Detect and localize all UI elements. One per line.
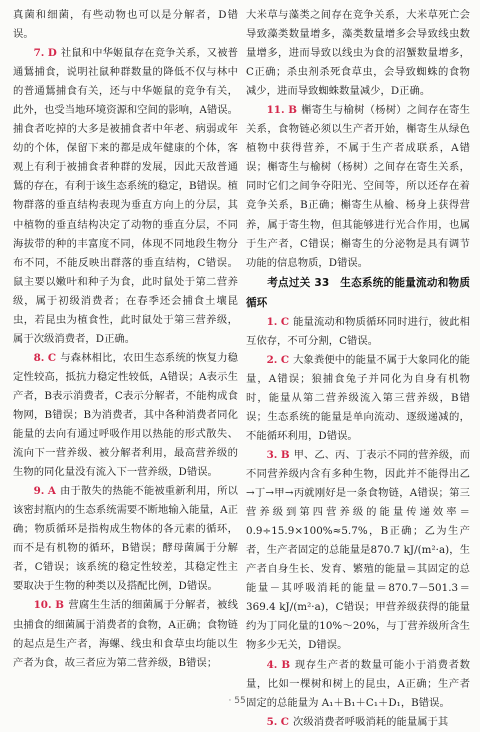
answer-item-5 (246, 713, 470, 732)
answer-item-8 (13, 349, 238, 482)
item-number: 3. (266, 448, 278, 461)
paragraph-continuation: 真菌和细菌，有些动物也可以是分解者，D错误。 (13, 9, 238, 41)
item-number: 2. (266, 353, 278, 366)
item-answer: D (47, 47, 57, 60)
item-number: 4. (266, 658, 278, 671)
answer-item-7 (13, 44, 238, 349)
item-explanation: 与森林相比，农田生态系统的恢复力稳定性较高，抵抗力稳定性较低，A错误；A表示生产者，B表示消费者，C表示分解者，不能构成食物网，B错误；B为消费者，其中各种消费者同化能量的去向有通过呼吸作用以热能的形式散失、流向下一营养级、被分解者利用，最高营养级的生物的同化量没有流入下一营养级，D错误。 (13, 351, 239, 479)
section-heading: 考点过关 33 生态系统的能量流动和物质循环 (246, 276, 470, 309)
left-column (13, 6, 238, 673)
item-answer: B (55, 599, 65, 612)
item-explanation: 由于散失的热能不能被重新利用，所以该密封瓶内的生态系统需要不断地输入能量，A正确；物质循环是指构成生物体的各元素的循环，而不是有机物的循环，B错误；酵母菌属于分解者，C错误；该系统的稳定性较差，其稳定性主要取决于生物的种类以及搭配比例，D错误。 (13, 485, 238, 593)
item-explanation: 现存生产者的数量可能小于消费者数量，比如一棵树和树上的昆虫，A正确；生产者固定的总能量为 A₁＋B₁＋C₁＋D₁，B错误。 (246, 658, 470, 709)
item-answer: B (288, 104, 297, 117)
item-explanation: 槲寄生与榆树（杨树）之间存在寄生关系，食物链必须以生产者开始，槲寄生从绿色植物中获得营养，不属于生产者成联系，A错误；槲寄生与榆树（杨树）之间存在寄生关系，同时它们之间争夺阳光、空间等，所以还存在着竞争关系，B正确；槲寄生从榆、杨身上获得营养，属于寄生物，但其能够进行光合作用，也属于生产者，C错误；槲寄生的分泌物是具有调节功能的信息物质，D错误。 (246, 104, 470, 269)
item-number: 1. (266, 315, 278, 328)
item-answer: A (47, 485, 56, 498)
item-number: 10. (33, 599, 52, 612)
answer-item-3 (246, 446, 470, 656)
right-column (246, 6, 470, 732)
item-explanation: 次级消费者呼吸消耗的能量属于其 (293, 715, 449, 728)
page-number: · 55 · (228, 696, 252, 706)
answer-item-11 (246, 101, 470, 272)
item-number: 11. (266, 104, 285, 117)
item-number: 5. (266, 715, 278, 728)
item-answer: B (281, 658, 291, 671)
item-answer: C (280, 353, 290, 366)
item-explanation: 大象粪便中的能量不属于大象同化的能量，A错误；狼捕食兔子并同化为自身有机物时，能量从第二营养级流入第三营养级，B错误；生态系统的能量是单向流动、逐级递减的，不能循环利用，D错误。 (246, 353, 470, 442)
answer-item-1 (246, 313, 470, 351)
paragraph-continuation: 大米草与藻类之间存在竞争关系，大米草死亡会导致藻类数量增多，藻类数量增多会导致线虫数量增多，进而导致以线虫为食的沼蟹数量增多，C正确；杀虫剂杀死食草虫，会导致蜘蛛的食物减少，进而导致蜘蛛数量减少，D正确。 (246, 9, 470, 98)
item-number: 7. (33, 47, 45, 60)
item-number: 9. (33, 485, 45, 498)
item-explanation: 甲、乙、丙、丁表示不同的营养级，而不同营养级内含有多种生物，因此并不能得出乙→丁→甲→丙就刚好是一条食物链，A错误；第三营养级到第四营养级的能量传递效率＝0.9÷15.9×100%≈5.7%，B正确；乙为生产者，生产者固定的总能量是870.7 kJ/(m²·a)，生产者自身生长、发育、繁殖的能量＝其固定的总能量－其呼吸消耗的能量＝870.7－501.3＝369.4 kJ/(m²·a)，C错误；甲营养级获得的能量约为丁同化量的10%～20%，与丁营养级所含生物多少无关，D错误。 (246, 448, 470, 652)
item-number: 8. (33, 351, 45, 364)
item-explanation: 能量流动和物质循环同时进行，彼此相互依存，不可分割，C错误。 (246, 315, 470, 347)
item-answer: C (280, 315, 290, 328)
item-answer: C (47, 351, 57, 364)
item-explanation: 社鼠和中华姬鼠存在竞争关系，又被普通鵟捕食，说明社鼠种群数量的降低不仅与林中的普通鵟捕食有关，还与中华姬鼠的竞争有关，此外，也受当地环境资源和空间的影响，A错误。捕食者吃掉的大多是被捕食者中年老、病弱或年幼的个体，保留下来的都是成年健康的个体，客观上有利于被捕食者种群的发展，因此天敌普通鵟的存在，有利于该生态系统的稳定，B错误。植物群落的垂直结构表现为垂直方向上的分层，其中植物的垂直结构决定了动物的垂直分层，不同海拔带的种的丰富度不同，体现不同地段生物分布不同，不能反映出群落的垂直结构，C错误。鼠主要以嫩叶和种子为食，此时鼠处于第二营养级，属于初级消费者；在春季还会捕食土壤昆虫，若昆虫为植食性，此时鼠处于第三营养级，属于次级消费者，D正确。 (13, 47, 238, 345)
answer-item-2 (246, 351, 470, 446)
answer-item-10 (13, 596, 238, 672)
item-explanation: 营腐生生活的细菌属于分解者，被线虫捕食的细菌属于消费者的食物，A正确；食物链的起点是生产者，海螺、线虫和食草虫均能以生产者为食，故三者应为第二营养级，B错误； (13, 599, 238, 669)
answer-item-9 (13, 482, 238, 596)
item-answer: C (280, 715, 290, 728)
item-answer: B (280, 448, 290, 461)
